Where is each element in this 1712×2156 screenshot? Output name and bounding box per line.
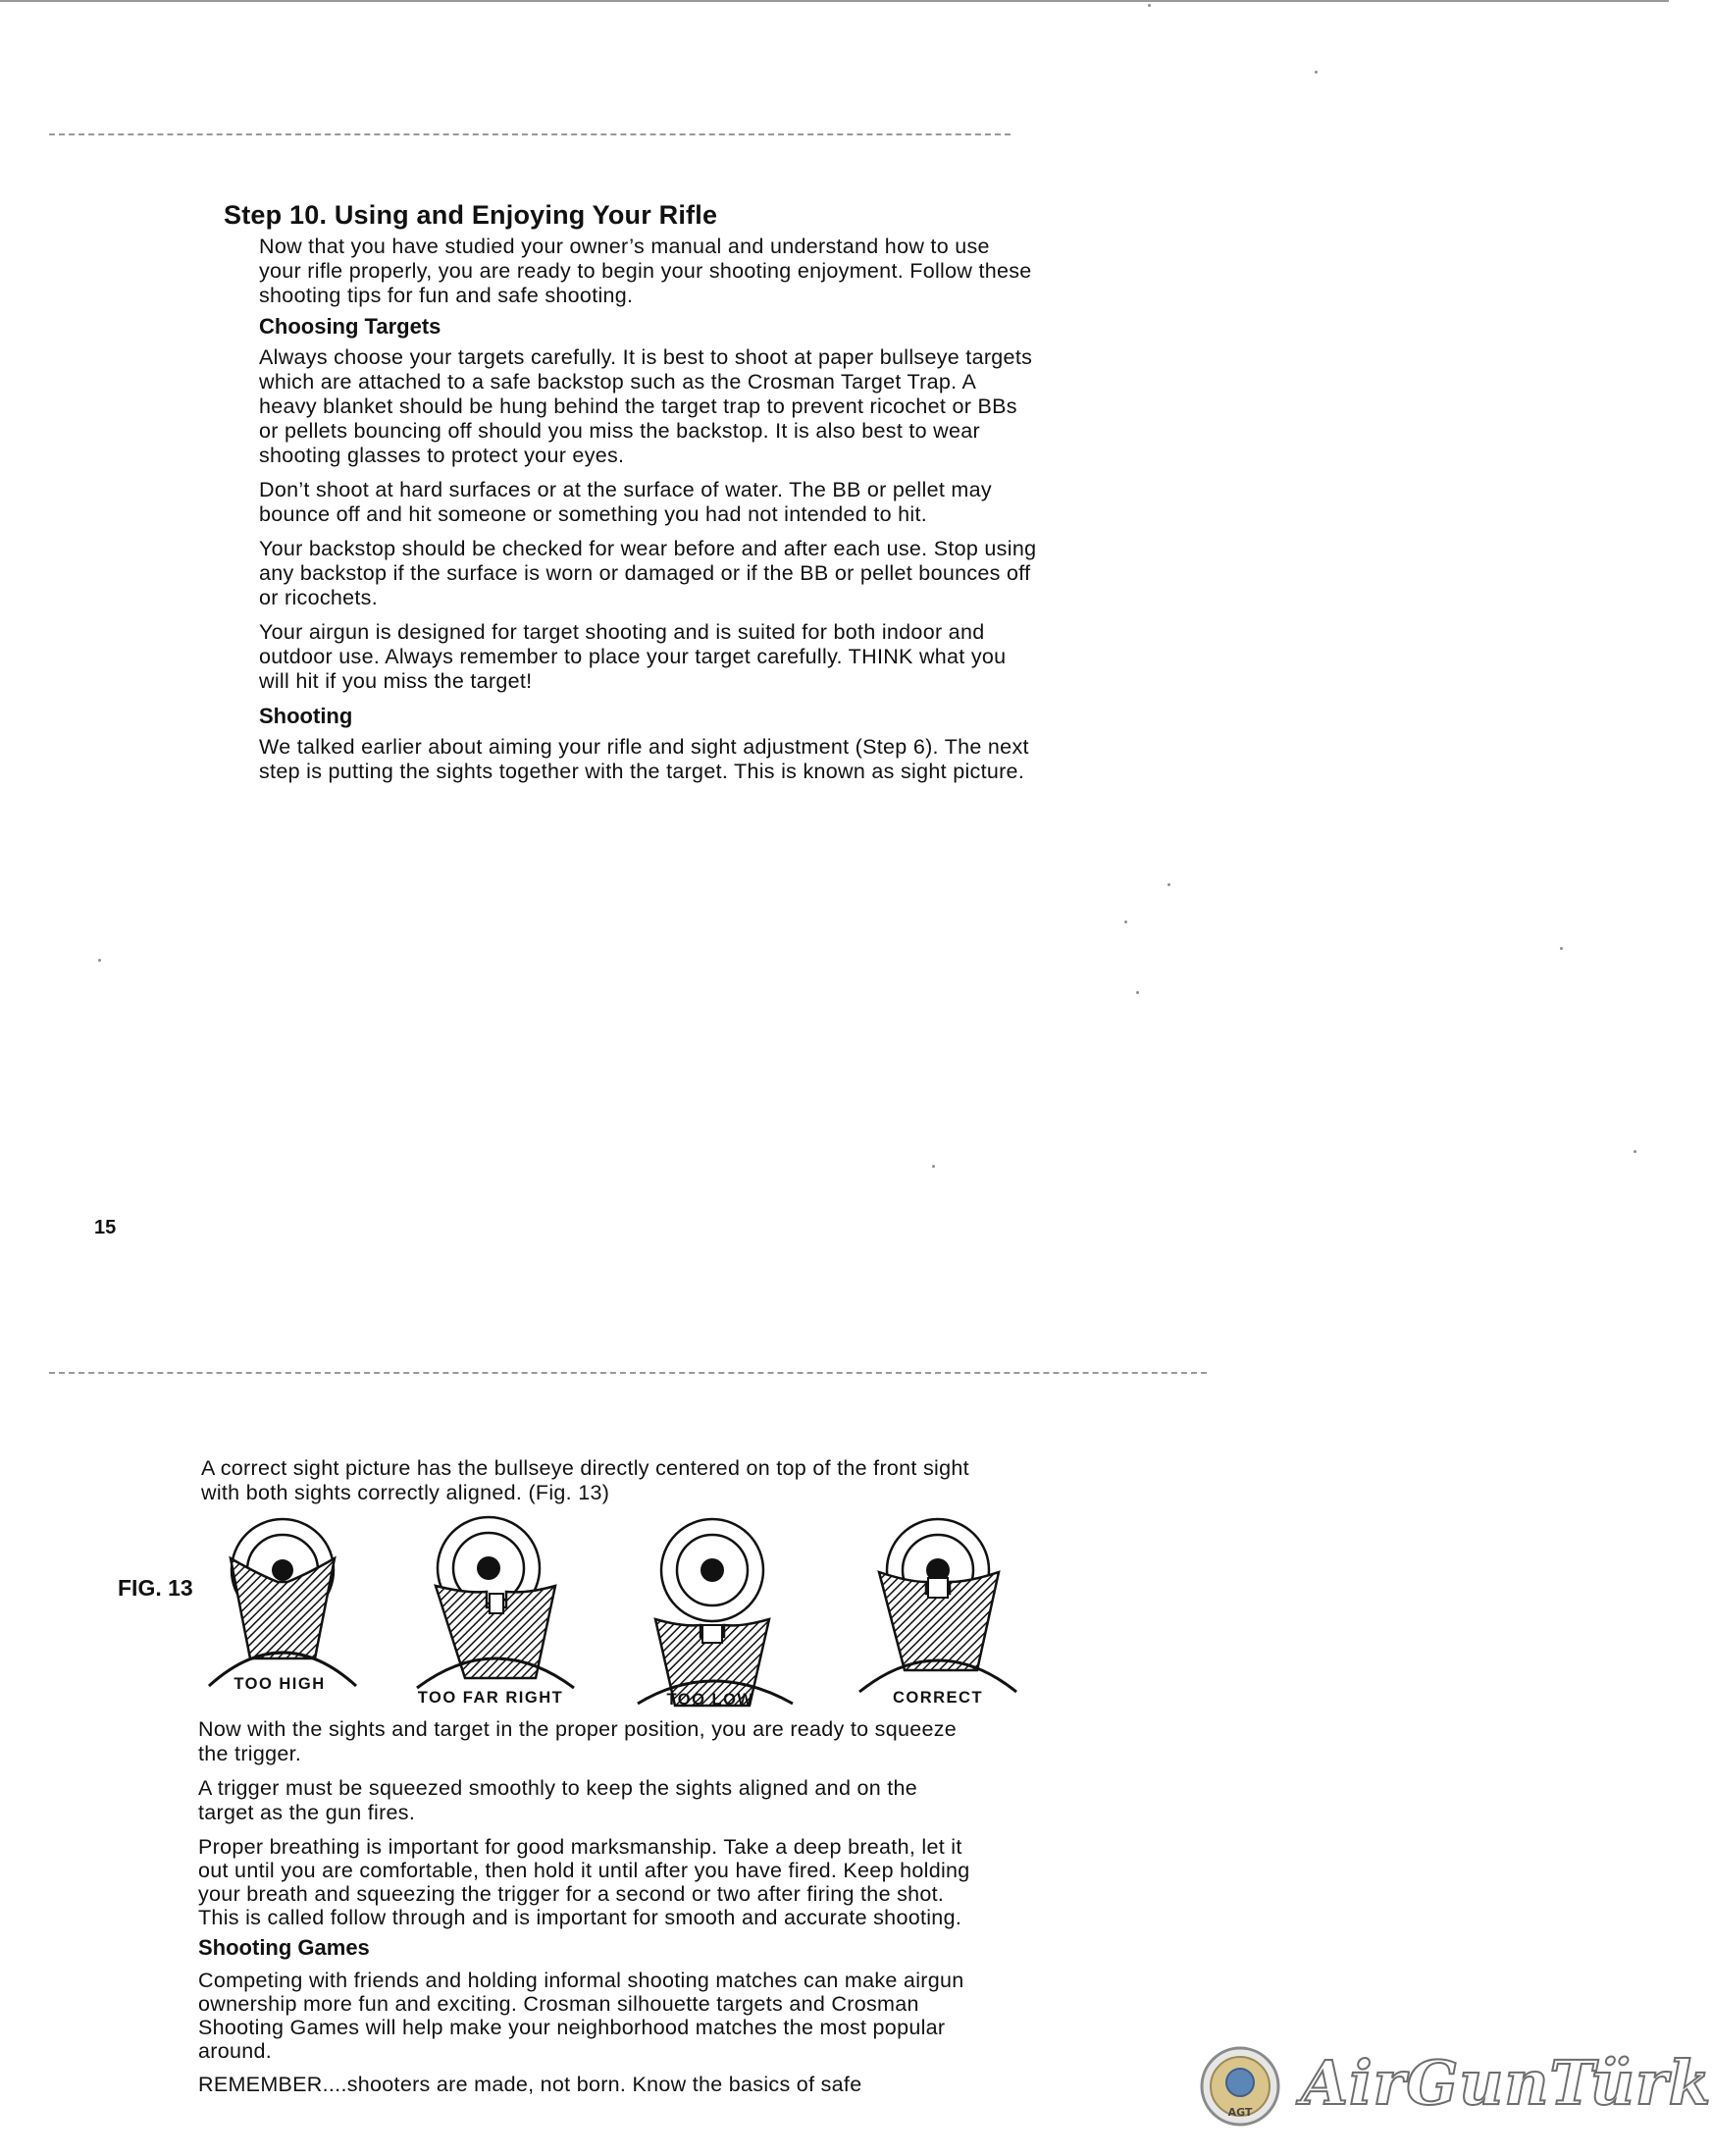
- paragraph: Your backstop should be checked for wear before and after each use. Stop using any backstop if the surface is worn or damaged or if the BB or pellet bounces off or ricochets.: [259, 537, 1037, 609]
- airgunturk-logo-icon: [1199, 2045, 1281, 2128]
- paragraph: Proper breathing is important for good marksmanship. Take a deep breath, let it out until you are comfortable, then hold it until after you have fired. Keep holding your breath and squeezing the trigger for a second or two after firing the shot. This is called follow through and is important for smooth and accurate shooting.: [198, 1835, 970, 1929]
- scan-dash-line: [49, 1372, 1207, 1374]
- paragraph: A trigger must be squeezed smoothly to keep the sights aligned and on the target as the gun fires.: [198, 1776, 918, 1824]
- scan-speck: [1634, 1150, 1636, 1153]
- sight-intro-block: [201, 1456, 986, 1505]
- paragraph: Now with the sights and target in the proper position, you are ready to squeeze the trigger.: [198, 1717, 958, 1765]
- scan-speck: [1124, 920, 1127, 923]
- choosing-targets-heading: Choosing Targets: [259, 314, 441, 339]
- paragraph: Your airgun is designed for target shooting and is suited for both indoor and outdoor use. Always remember to place your target carefully. THINK what you will hit if you miss the target!: [259, 620, 1007, 693]
- scan-speck: [1315, 71, 1318, 74]
- page-top-rule: [0, 0, 1669, 2]
- sight-intro-paragraph: A correct sight picture has the bullseye directly centered on top of the front sight with both sights correctly aligned. (Fig. 13): [201, 1456, 969, 1504]
- shooting-games-heading: Shooting Games: [198, 1935, 370, 1960]
- manual-page-15: [224, 200, 1038, 794]
- sight-caption: CORRECT: [892, 1689, 984, 1707]
- sight-too-far-right-icon: [412, 1511, 579, 1708]
- watermark-text: AirGunTürk: [1301, 2047, 1712, 2119]
- figure-label: FIG. 13: [118, 1575, 193, 1601]
- closing-paragraph: REMEMBER....shooters are made, not born. Know the basics of safe: [198, 2073, 862, 2096]
- shooting-heading: Shooting: [259, 704, 353, 728]
- sight-caption: TOO LOW: [666, 1691, 754, 1709]
- paragraph: Competing with friends and holding informal shooting matches can make airgun ownership more fun and exciting. Crosman silhouette targets and Crosman Shooting Games will help make your neighborhood matches the most popular around.: [198, 1969, 964, 2063]
- sight-correct-icon: [856, 1511, 1022, 1708]
- airgunturk-watermark: [1199, 2041, 1712, 2135]
- scan-speck: [932, 1165, 935, 1168]
- paragraph: Always choose your targets carefully. It is best to shoot at paper bullseye targets which are attached to a safe backstop such as the Crosman Target Trap. A heavy blanket should be hung behind the target trap to prevent ricochet or BBs or pellets bouncing off should you miss the backstop. It is also best to wear shooting glasses to protect your eyes.: [259, 345, 1033, 467]
- scan-dash-line: [49, 133, 1011, 135]
- step-10-title: Step 10. Using and Enjoying Your Rifle: [224, 200, 718, 230]
- sight-caption: TOO FAR RIGHT: [417, 1689, 564, 1707]
- sight-too-low-icon: [636, 1511, 803, 1708]
- page-number: 15: [94, 1217, 117, 1238]
- scan-speck: [98, 959, 101, 962]
- svg-text:AGT: AGT: [1227, 2106, 1253, 2119]
- scan-speck: [1560, 947, 1563, 950]
- paragraph: Don’t shoot at hard surfaces or at the surface of water. The BB or pellet may bounce off and hit someone or something you had not intended to hit.: [259, 478, 992, 526]
- sight-caption: TOO HIGH: [233, 1675, 326, 1693]
- paragraph: We talked earlier about aiming your rifle and sight adjustment (Step 6). The next step is putting the sights together with the target. This is known as sight picture.: [259, 735, 1029, 783]
- manual-page-16: [198, 1717, 973, 2097]
- intro-paragraph: Now that you have studied your owner’s manual and understand how to use your rifle properly, you are ready to begin your shooting enjoyment. Follow these shooting tips for fun and safe shooting.: [259, 235, 1032, 307]
- scan-speck: [1148, 4, 1151, 7]
- scan-speck: [1167, 883, 1170, 886]
- scan-speck: [1136, 991, 1139, 994]
